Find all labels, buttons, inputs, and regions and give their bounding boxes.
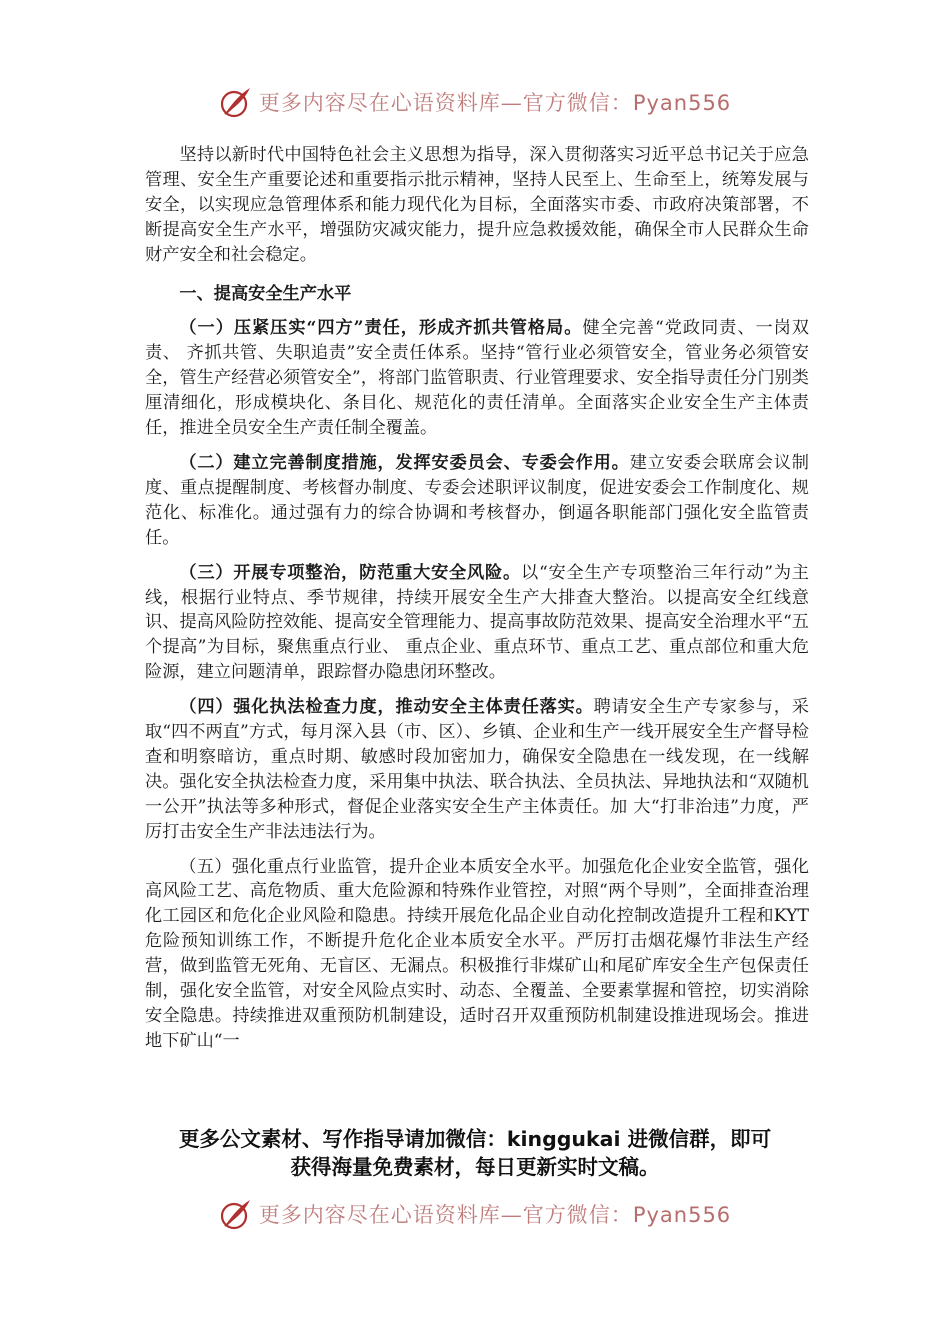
item-lead-3: （三）开展专项整治，防范重大安全风险。 xyxy=(179,562,521,583)
item-body-2: 建立安委会联席会议制度、重点提醒制度、考核督办制度、专委会述职评议制度，促进安委会工作制度化、规范化、标准化。通过强有力的综合协调和考核督办，倒逼各职能部门强化安全监管责任。 xyxy=(145,452,809,548)
promo-notice xyxy=(0,1125,950,1181)
item-body-1: 健全完善“党政同责、一岗双责、 齐抓共管、失职追责”安全责任体系。坚持“管行业必须管安全，管业务必须管安全，管生产经营必须管安全”，将部门监管职责、行业管理要求、安全指导责任分门别类厘清细化，形成模块化、条目化、规范化的责任清单。全面落实企业安全生产主体责任，推进全员安全生产责任制全覆盖。 xyxy=(145,318,809,439)
quill-logo-icon xyxy=(219,1197,253,1231)
item-lead-4: （四）强化执法检查力度，推动安全主体责任落实。 xyxy=(179,697,594,718)
item-lead-1: （一）压紧压实“四方”责任，形成齐抓共管格局。 xyxy=(179,318,583,339)
banner-wechat-id: Pyan556 xyxy=(632,91,732,115)
intro-paragraph: 坚持以新时代中国特色社会主义思想为指导，深入贯彻落实习近平总书记关于应急管理、安全生产重要论述和重要指示批示精神，坚持人民至上、生命至上，统筹发展与安全，以实现应急管理体系和能力现代化为目标，全面落实市委、市政府决策部署，不断提高安全生产水平，增强防灾减灾能力，提升应急救援效能，确保全市人民群众生命财产安全和社会稳定。 xyxy=(145,145,809,265)
item-paragraph-2 xyxy=(145,451,809,551)
banner-wechat-id: Pyan556 xyxy=(632,1203,732,1227)
banner-text xyxy=(259,87,731,117)
promo-notice-line-1: 更多公文素材、写作指导请加微信：kinggukai 进微信群，即可 xyxy=(178,1127,772,1151)
document-body xyxy=(145,143,809,1064)
quill-logo-icon xyxy=(219,85,253,119)
item-body-4: 聘请安全生产专家参与，采取“四不两直”方式，每月深入县（市、区）、乡镇、企业和生产一线开展安全生产督导检查和明察暗访，重点时期、敏感时段加密加力，确保安全隐患在一线发现，在一线解决。强化安全执法检查力度，采用集中执法、联合执法、全员执法、异地执法和“双随机一公开”执法等多种形式，督促企业落实安全生产主体责任。加 大“打非治违”力度，严厉打击安全生产非法违法行为。 xyxy=(145,697,809,842)
banner-text xyxy=(259,1199,731,1229)
item-lead-2: （二）建立完善制度措施，发挥安委员会、专委会作用。 xyxy=(179,452,630,473)
item-body-3: 以“安全生产专项整治三年行动”为主线，根据行业特点、季节规律，持续开展安全生产大排查大整治。以提高安全红线意识、提高风险防控效能、提高安全管理能力、提高事故防范效果、提高安全治理水平“五个提高”为目标，聚焦重点行业、 重点企业、重点环节、重点工艺、重点部位和重大危险源，建立问题清单，跟踪督办隐患闭环整改。 xyxy=(145,562,809,683)
promo-notice-line-2: 获得海量免费素材，每日更新实时文稿。 xyxy=(290,1155,660,1179)
banner-text-cn: 更多内容尽在心语资料库—官方微信： xyxy=(258,1203,633,1227)
item-body-5: （五）强化重点行业监管，提升企业本质安全水平。加强危化企业安全监管，强化高风险工艺、高危物质、重大危险源和特殊作业管控，对照“两个导则”，全面排查治理化工园区和危化企业风险和隐患。持续开展危化品企业自动化控制改造提升工程和KYT危险预知训练工作，不断提升危化企业本质安全水平。严厉打击烟花爆竹非法生产经营，做到监管无死角、无盲区、无漏点。积极推行非煤矿山和尾矿库安全生产包保责任制，强化安全监管，对安全风险点实时、动态、全覆盖、全要素掌握和管控，切实消除安全隐患。持续推进双重预防机制建设，适时召开双重预防机制建设推进现场会。推进地下矿山“一 xyxy=(145,856,809,1051)
item-paragraph-5 xyxy=(145,855,809,1054)
footer-banner xyxy=(0,1194,950,1234)
item-paragraph-1 xyxy=(145,316,809,441)
header-banner xyxy=(0,82,950,122)
section-heading: 一、提高安全生产水平 xyxy=(179,283,352,304)
banner-text-cn: 更多内容尽在心语资料库—官方微信： xyxy=(258,91,633,115)
item-paragraph-4 xyxy=(145,695,809,844)
item-paragraph-3 xyxy=(145,561,809,686)
